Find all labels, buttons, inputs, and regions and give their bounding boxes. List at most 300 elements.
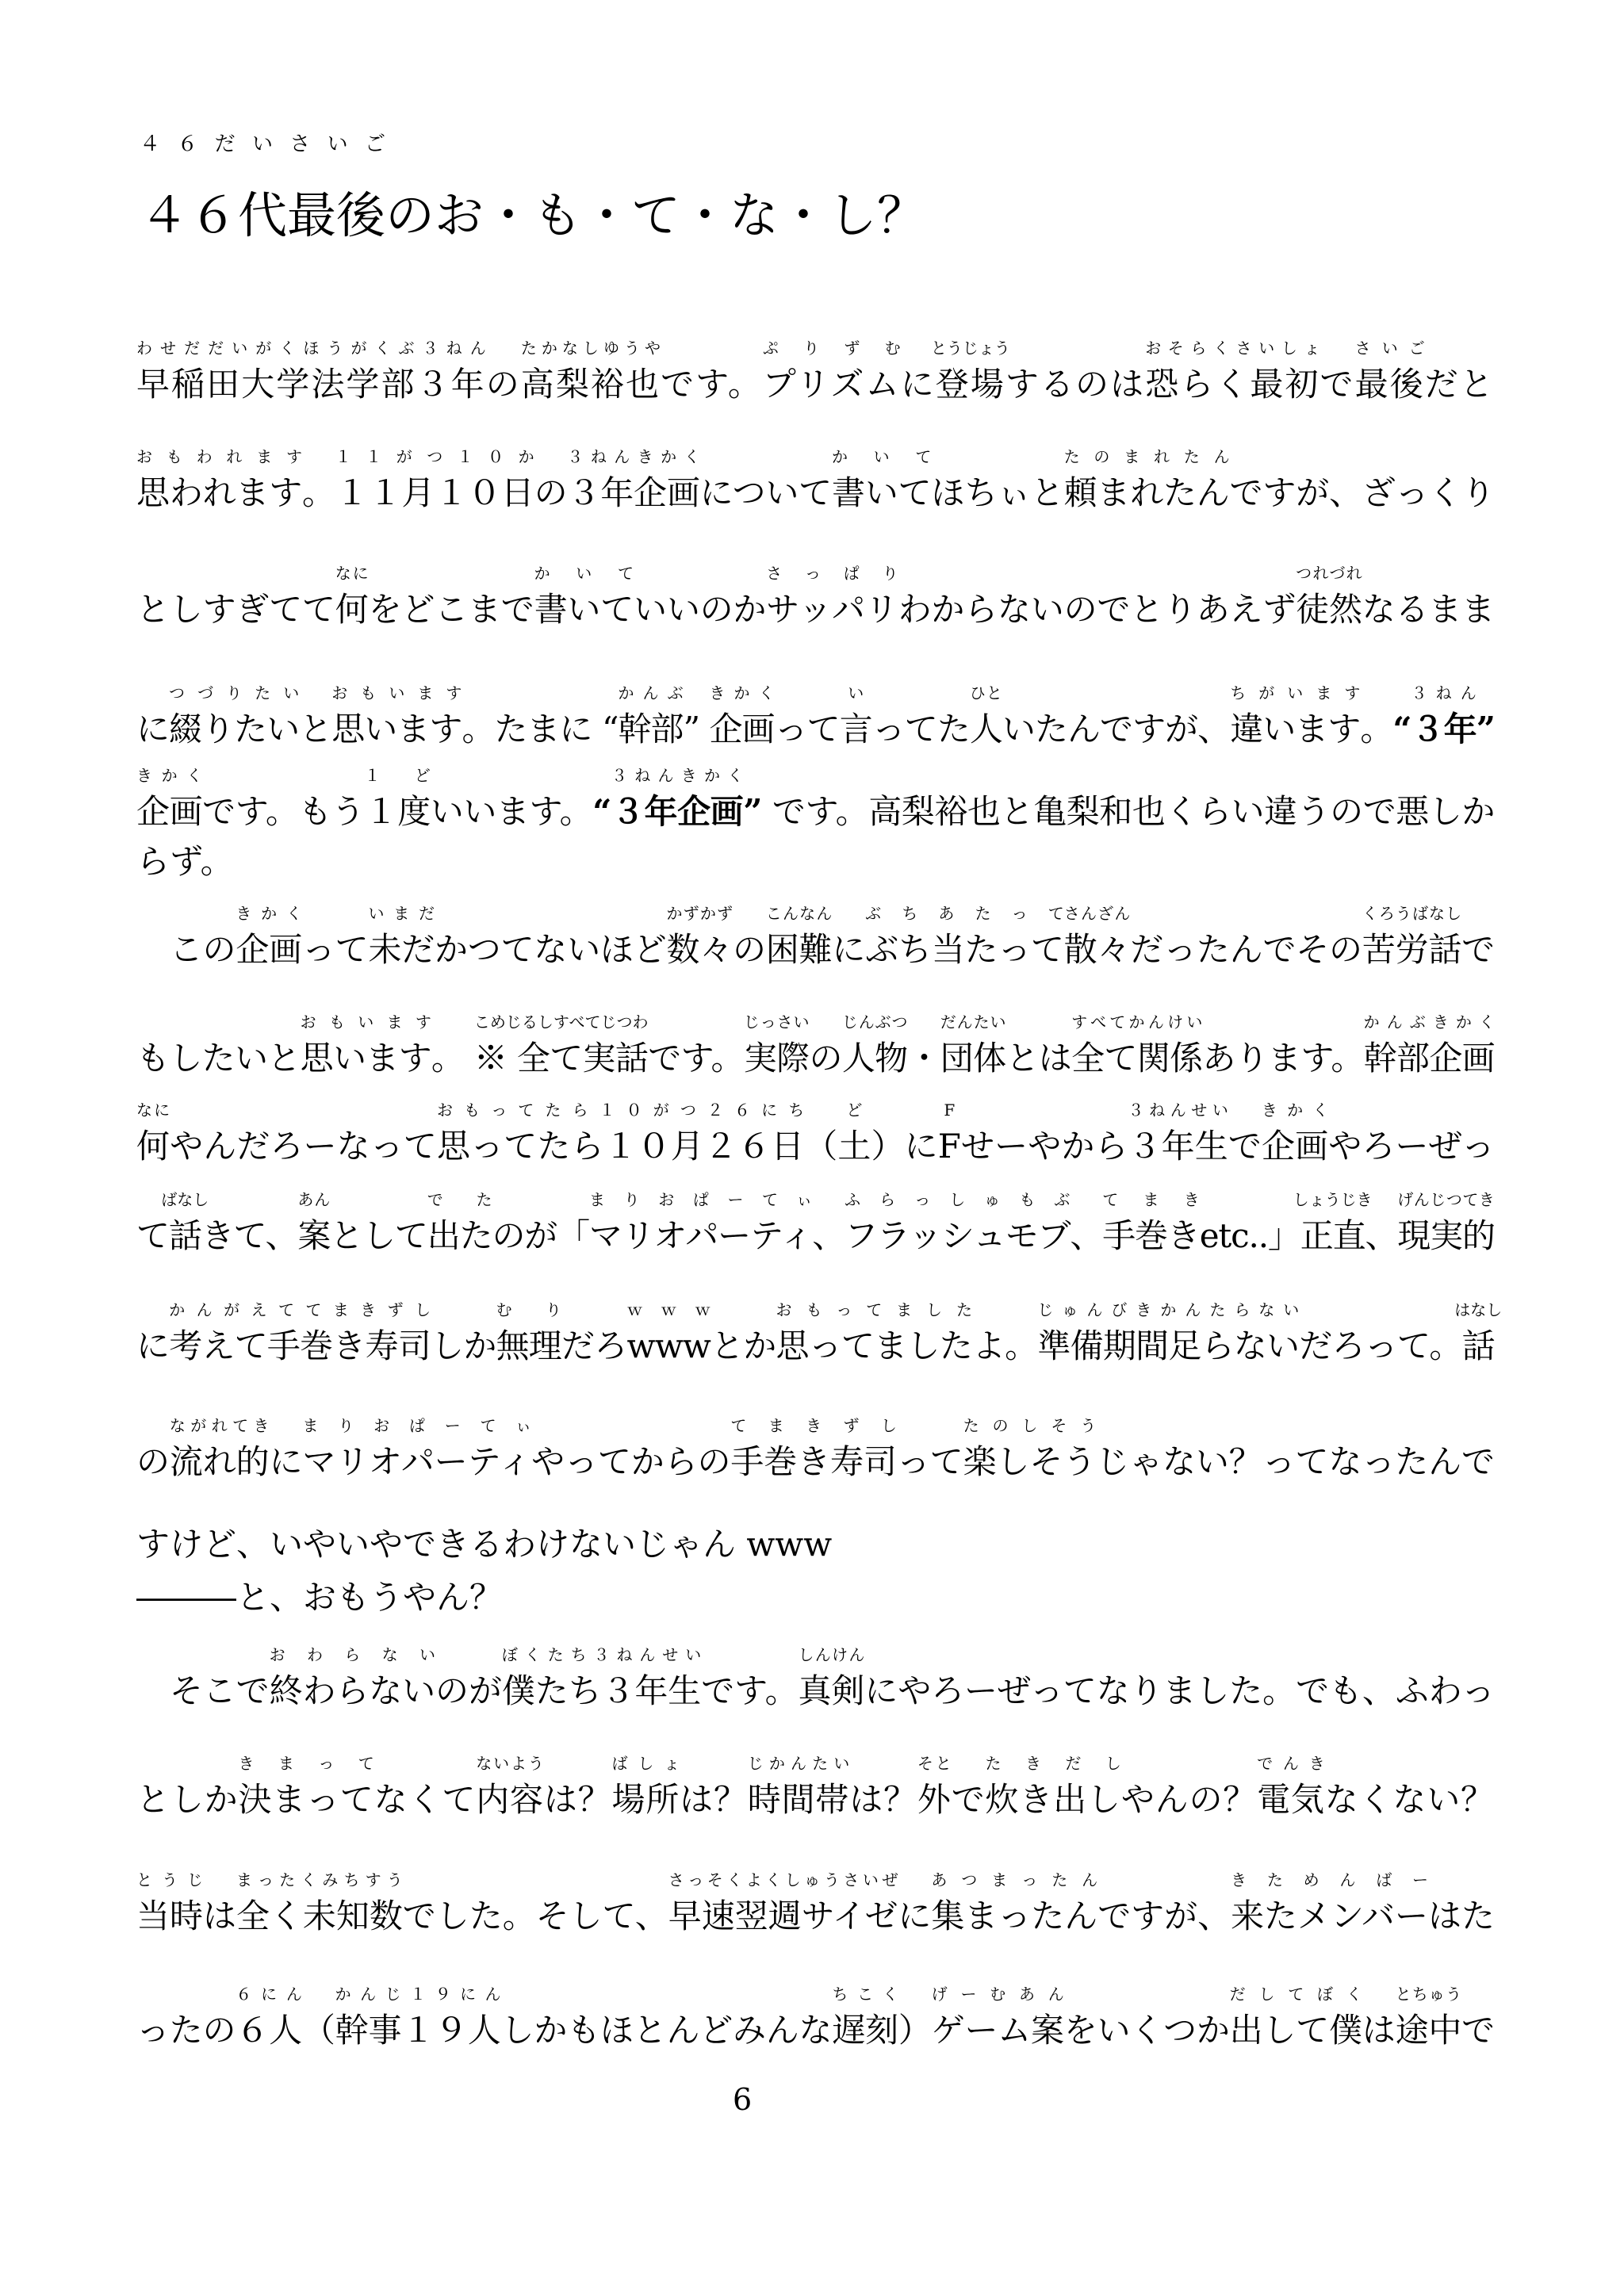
text-run: だったんでその bbox=[1130, 930, 1362, 969]
ruby-segment bbox=[1363, 1013, 1495, 1078]
furigana: とうじょう bbox=[930, 339, 1010, 358]
ruby-base: 何 bbox=[335, 590, 369, 629]
ruby-segment bbox=[331, 683, 462, 748]
ruby-base: 苦労話 bbox=[1362, 930, 1462, 969]
ruby-segment bbox=[865, 904, 1064, 969]
ruby-base: 外 bbox=[917, 1780, 952, 1819]
ruby-segment bbox=[618, 683, 684, 748]
text-run: だろって。 bbox=[1299, 1326, 1462, 1365]
text-line bbox=[136, 339, 1495, 404]
ruby-base: 思います bbox=[300, 1039, 431, 1078]
text-line bbox=[136, 766, 1495, 831]
furigana: ３ねん bbox=[1411, 683, 1477, 702]
ruby-segment bbox=[335, 1985, 501, 2050]
furigana: きまって bbox=[238, 1754, 374, 1773]
ruby-segment bbox=[236, 1870, 403, 1935]
ruby-base: 実際 bbox=[743, 1039, 810, 1078]
ruby-base: 真剣 bbox=[798, 1671, 865, 1710]
furigana: むり bbox=[496, 1300, 562, 1319]
furigana: こんなん bbox=[765, 904, 833, 923]
ruby-segment bbox=[476, 1754, 544, 1819]
furigana: つづりたい bbox=[169, 683, 300, 702]
ruby-base: １１月１０日 bbox=[335, 473, 534, 512]
ruby-base: 案 bbox=[297, 1216, 331, 1255]
text-run: として bbox=[330, 1216, 427, 1255]
ruby-segment bbox=[1293, 1190, 1373, 1255]
ruby-base: プリズム bbox=[762, 365, 901, 404]
text-run: としか bbox=[136, 1780, 239, 1819]
furigana: ぷりずむ bbox=[762, 339, 901, 358]
furigana: きかく bbox=[709, 683, 775, 702]
ruby-base: 決まって bbox=[238, 1780, 374, 1819]
line-text bbox=[136, 339, 1495, 404]
text-run: よ。 bbox=[971, 1326, 1038, 1365]
ruby-segment bbox=[798, 1645, 865, 1710]
text-line bbox=[136, 904, 1495, 969]
ruby-base: 登場 bbox=[935, 365, 1005, 404]
ruby-base: 書いて bbox=[831, 473, 932, 512]
ruby-base: ３年企画 bbox=[567, 473, 700, 512]
furigana: じゅんびきかんたらない bbox=[1037, 1300, 1300, 1319]
text-line bbox=[136, 1300, 1503, 1365]
ruby-segment bbox=[611, 1754, 680, 1819]
furigana: ばなし bbox=[161, 1190, 209, 1209]
text-run: “ bbox=[1392, 710, 1411, 748]
ruby-base: 楽しそう bbox=[963, 1442, 1097, 1481]
ruby-base: マリオパーティ bbox=[302, 1442, 532, 1481]
line-text bbox=[136, 1013, 1495, 1078]
text-line bbox=[136, 1754, 1495, 1819]
text-run: この bbox=[136, 930, 236, 969]
text-run: について bbox=[699, 473, 832, 512]
ruby-base: 集まったん bbox=[931, 1897, 1098, 1935]
text-run: もしたいと bbox=[136, 1039, 301, 1078]
ruby-base: 言 bbox=[839, 710, 872, 748]
furigana: おもいます bbox=[331, 683, 462, 702]
text-run: だと bbox=[1424, 365, 1495, 404]
ruby-segment bbox=[626, 1300, 711, 1365]
furigana: てまきずし bbox=[730, 1416, 897, 1435]
ruby-base: 団体 bbox=[940, 1039, 1006, 1078]
ruby-segment bbox=[931, 1870, 1098, 1935]
ruby-base: 違います bbox=[1230, 710, 1361, 748]
ruby-segment bbox=[269, 1645, 436, 1710]
line-text bbox=[140, 132, 927, 244]
line-text bbox=[136, 842, 234, 881]
text-run: しかもほとんどみんな bbox=[500, 2011, 833, 2050]
page-title bbox=[140, 132, 927, 244]
ruby-segment bbox=[136, 1101, 170, 1166]
ruby-segment bbox=[496, 1300, 562, 1365]
furigana: かんぶ bbox=[618, 683, 684, 702]
text-line bbox=[136, 564, 1495, 629]
ruby-segment bbox=[1411, 683, 1477, 748]
text-run: わからないのでとりあえず bbox=[898, 590, 1297, 629]
furigana: ４６だいさいご bbox=[140, 132, 386, 156]
ruby-base: サッパリ bbox=[766, 590, 898, 629]
text-run: とは bbox=[1005, 1039, 1072, 1078]
text-run: etc..」 bbox=[1199, 1216, 1300, 1255]
ruby-segment bbox=[831, 447, 932, 512]
text-run: の bbox=[809, 1039, 842, 1078]
furigana: たきだし bbox=[985, 1754, 1121, 1773]
ruby-base: 話 bbox=[1461, 1326, 1495, 1365]
ruby-segment bbox=[765, 904, 833, 969]
text-run: なくて bbox=[373, 1780, 477, 1819]
ruby-segment bbox=[302, 1416, 532, 1481]
ruby-segment bbox=[1071, 1013, 1203, 1078]
text-run: はた bbox=[1427, 1897, 1495, 1935]
ruby-base: 幹部 bbox=[618, 710, 684, 748]
ruby-segment bbox=[1063, 904, 1131, 969]
ruby-base: 手巻き寿司 bbox=[730, 1442, 897, 1481]
ruby-segment bbox=[588, 1190, 813, 1255]
furigana: ど bbox=[846, 1101, 863, 1120]
ruby-base: 終わらない bbox=[269, 1671, 436, 1710]
text-run: に bbox=[832, 930, 866, 969]
ruby-segment bbox=[937, 1101, 961, 1166]
furigana: まりおぱーてぃ bbox=[302, 1416, 532, 1435]
furigana: ちがいます bbox=[1230, 683, 1361, 702]
ruby-segment bbox=[520, 339, 661, 404]
ruby-segment bbox=[1128, 1101, 1228, 1166]
ruby-base: 正直 bbox=[1300, 1216, 1365, 1255]
ruby-base: 手巻き bbox=[1102, 1216, 1200, 1255]
ruby-segment bbox=[776, 1300, 972, 1365]
text-line bbox=[136, 1101, 1495, 1166]
ruby-segment bbox=[335, 564, 369, 629]
text-run: ほちぃと bbox=[931, 473, 1064, 512]
text-run: です。 bbox=[648, 1039, 744, 1078]
ruby-segment bbox=[743, 1013, 810, 1078]
ruby-base: 早速翌週サイゼ bbox=[668, 1897, 898, 1935]
text-line bbox=[136, 1525, 1495, 1564]
ruby-base: 綴りたい bbox=[169, 710, 300, 748]
furigana: ３ねんきかく bbox=[567, 447, 700, 466]
ruby-segment bbox=[136, 339, 486, 404]
ruby-base: F bbox=[937, 1127, 961, 1166]
ruby-segment bbox=[940, 1013, 1006, 1078]
ruby-base: フラッシュモブ bbox=[845, 1216, 1071, 1255]
ruby-base: 現実的 bbox=[1397, 1216, 1495, 1255]
text-run: の bbox=[733, 930, 766, 969]
text-run: 。 bbox=[1360, 710, 1393, 748]
ruby-base: 思います bbox=[331, 710, 462, 748]
furigana: こめじるしすべてじつわ bbox=[473, 1013, 649, 1032]
furigana: そと bbox=[917, 1754, 952, 1773]
text-run: のが「 bbox=[492, 1216, 589, 1255]
ruby-base: 幹部企画 bbox=[1363, 1039, 1495, 1078]
text-line bbox=[136, 1013, 1495, 1078]
ruby-segment bbox=[364, 766, 431, 831]
furigana: はなし bbox=[1454, 1300, 1503, 1319]
text-run: あります。 bbox=[1202, 1039, 1364, 1078]
furigana: かずかず bbox=[666, 904, 733, 923]
text-run: です。高梨裕也と亀梨和也くらい違うので悪しか bbox=[761, 792, 1495, 831]
text-run: は？ bbox=[680, 1780, 748, 1819]
furigana: おそらくさいしょ bbox=[1145, 339, 1320, 358]
furigana: さっぱり bbox=[766, 564, 898, 583]
text-run: のが bbox=[435, 1671, 502, 1710]
ruby-base: ３年生 bbox=[1128, 1127, 1228, 1166]
text-run: に bbox=[136, 710, 170, 748]
text-run: 。たまに “ bbox=[462, 710, 619, 748]
furigana: かんぶきかく bbox=[1363, 1013, 1495, 1032]
ruby-segment bbox=[668, 1870, 898, 1935]
furigana: なに bbox=[335, 564, 369, 583]
text-run: いいます。 bbox=[430, 792, 593, 831]
line-text bbox=[136, 766, 1495, 831]
text-run: で bbox=[1320, 365, 1355, 404]
ruby-segment bbox=[1395, 1985, 1462, 2050]
text-line bbox=[136, 842, 1495, 881]
line-text bbox=[136, 564, 1495, 629]
line-text bbox=[136, 1754, 1495, 1819]
text-run: です。もう bbox=[202, 792, 365, 831]
ruby-segment bbox=[136, 1870, 203, 1935]
ruby-segment bbox=[1230, 683, 1361, 748]
text-run: なるまま bbox=[1362, 590, 1495, 629]
text-run: 、 bbox=[1070, 1216, 1103, 1255]
ruby-base: ６人 bbox=[236, 2011, 302, 2050]
text-run: じゃない？ってなったんで bbox=[1096, 1442, 1495, 1481]
ruby-base: 書いて bbox=[534, 590, 634, 629]
ruby-segment bbox=[963, 1416, 1097, 1481]
ruby-segment bbox=[839, 683, 872, 748]
ruby-base: 数々 bbox=[666, 930, 733, 969]
text-run: かつてないほど bbox=[435, 930, 667, 969]
furigana: １ど bbox=[364, 766, 431, 785]
ruby-base: 人 bbox=[969, 710, 1002, 748]
furigana: しんけん bbox=[798, 1645, 865, 1664]
text-run: です。 bbox=[701, 1671, 799, 1710]
ruby-base: 出して僕 bbox=[1229, 2011, 1362, 2050]
furigana: じっさい bbox=[743, 1013, 810, 1032]
ruby-base: 未だ bbox=[368, 930, 435, 969]
text-run: すけど、いやいやできるわけないじゃん www bbox=[136, 1525, 833, 1564]
furigana: たのまれたん bbox=[1063, 447, 1230, 466]
ruby-base: 来たメンバー bbox=[1231, 1897, 1428, 1935]
text-run: とか bbox=[710, 1326, 776, 1365]
ruby-segment bbox=[931, 1985, 1064, 2050]
ruby-base: 企画 bbox=[236, 930, 302, 969]
ruby-segment bbox=[969, 683, 1002, 748]
text-run: って bbox=[774, 710, 840, 748]
text-run: と bbox=[299, 710, 332, 748]
furigana: かいて bbox=[534, 564, 634, 583]
line-text bbox=[136, 683, 1495, 748]
ruby-base: 準備期間足らない bbox=[1037, 1326, 1300, 1365]
line-text bbox=[136, 1645, 1495, 1710]
furigana: ながれてき bbox=[169, 1416, 270, 1435]
text-run: で bbox=[1228, 1127, 1262, 1166]
furigana: なに bbox=[136, 1101, 170, 1120]
ruby-base: 出た bbox=[427, 1216, 492, 1255]
furigana: ひと bbox=[969, 683, 1002, 702]
ruby-base: 企画 bbox=[709, 710, 775, 748]
furigana: おもいます bbox=[300, 1013, 431, 1032]
furigana: あん bbox=[297, 1190, 331, 1209]
text-run: しか bbox=[431, 1326, 496, 1365]
furigana: さいご bbox=[1354, 339, 1425, 358]
text-run: は bbox=[202, 1897, 236, 1935]
ruby-segment bbox=[845, 1190, 1071, 1255]
furigana: かんじ１９にん bbox=[335, 1985, 501, 2004]
furigana: まりおぱーてぃ bbox=[588, 1190, 813, 1209]
line-text bbox=[136, 904, 1495, 969]
text-run: って bbox=[896, 1442, 963, 1481]
ruby-base: 途中 bbox=[1395, 2011, 1462, 2050]
text-run: だろ bbox=[561, 1326, 627, 1365]
ruby-segment bbox=[832, 1985, 898, 2050]
ruby-base: 炊き出し bbox=[985, 1780, 1121, 1819]
text-run: は bbox=[1362, 2011, 1396, 2050]
ruby-base: 思ってたら１０月２６日 bbox=[437, 1127, 805, 1166]
ruby-segment bbox=[709, 683, 775, 748]
furigana: おもってたら１０がつ２６にち bbox=[437, 1101, 805, 1120]
furigana: くろうばなし bbox=[1362, 904, 1462, 923]
line-text bbox=[136, 447, 1495, 512]
ruby-segment bbox=[766, 564, 898, 629]
furigana: だしてぼく bbox=[1229, 1985, 1362, 2004]
page-number: 6 bbox=[733, 2082, 753, 2117]
text-run: するのは bbox=[1005, 365, 1146, 404]
text-run: をどこまで bbox=[368, 590, 534, 629]
ruby-base: 最後 bbox=[1354, 365, 1425, 404]
ruby-segment bbox=[837, 1101, 871, 1166]
ruby-base: ３年 bbox=[1411, 710, 1477, 748]
furigana: おわらない bbox=[269, 1645, 436, 1664]
text-run: ・ bbox=[907, 1039, 940, 1078]
text-line bbox=[136, 447, 1495, 512]
text-run: をいくつか bbox=[1063, 2011, 1230, 2050]
ruby-segment bbox=[1262, 1101, 1329, 1166]
ruby-base: 散々 bbox=[1063, 930, 1131, 969]
ruby-segment bbox=[169, 1300, 431, 1365]
furigana: い bbox=[848, 683, 864, 702]
ruby-base: 無理 bbox=[496, 1326, 562, 1365]
text-run: の bbox=[485, 365, 521, 404]
ruby-segment bbox=[169, 683, 300, 748]
ruby-base: 高梨裕也 bbox=[520, 365, 661, 404]
ruby-base: 内容 bbox=[476, 1780, 544, 1819]
text-run: に bbox=[269, 1442, 303, 1481]
ruby-segment bbox=[1454, 1300, 1503, 1365]
furigana: たのしそう bbox=[963, 1416, 1097, 1435]
ruby-base: マリオパーティ bbox=[588, 1216, 813, 1255]
ruby-segment bbox=[1037, 1300, 1300, 1365]
ruby-segment bbox=[473, 1013, 649, 1078]
line-text bbox=[136, 1300, 1503, 1365]
furigana: きかく bbox=[1262, 1101, 1329, 1120]
text-run: に bbox=[898, 1897, 932, 1935]
ruby-base: 恐らく最初 bbox=[1145, 365, 1320, 404]
ruby-segment bbox=[747, 1754, 850, 1819]
ruby-base: 人物 bbox=[841, 1039, 908, 1078]
ruby-segment bbox=[1145, 339, 1320, 404]
ruby-base: 電気 bbox=[1257, 1780, 1325, 1819]
text-run: なくない？ bbox=[1324, 1780, 1495, 1819]
line-text bbox=[136, 1416, 1495, 1481]
furigana: きためんばー bbox=[1231, 1870, 1428, 1889]
ruby-segment bbox=[611, 766, 744, 831]
ruby-segment bbox=[236, 1985, 302, 2050]
ruby-base: 思われます bbox=[136, 473, 302, 512]
furigana: ｗｗｗ bbox=[626, 1300, 711, 1319]
line-text bbox=[136, 1101, 1495, 1166]
furigana: ３ねんきかく bbox=[611, 766, 744, 785]
text-line bbox=[136, 1985, 1495, 2050]
furigana: かんがえててまきずし bbox=[169, 1300, 431, 1319]
ruby-segment bbox=[930, 339, 1010, 404]
line-text bbox=[136, 1525, 833, 1564]
ruby-segment bbox=[666, 904, 733, 969]
text-run: で bbox=[951, 1780, 986, 1819]
text-run: は？ bbox=[849, 1780, 917, 1819]
line-text bbox=[136, 1578, 504, 1617]
text-run: で bbox=[1461, 930, 1495, 969]
furigana: おもわれます bbox=[136, 447, 302, 466]
text-run: ですが、 bbox=[1097, 1897, 1231, 1935]
ruby-segment bbox=[335, 447, 534, 512]
ruby-base: 場所 bbox=[611, 1780, 680, 1819]
ruby-segment bbox=[1102, 1190, 1200, 1255]
ruby-segment bbox=[169, 1416, 270, 1481]
text-line bbox=[136, 1870, 1495, 1935]
text-run: 。 bbox=[431, 1039, 474, 1078]
text-run: にやろーぜってなりました。でも、ふわっ bbox=[864, 1671, 1495, 1710]
ruby-base: 全て関係 bbox=[1071, 1039, 1203, 1078]
furigana: まったくみちすう bbox=[236, 1870, 403, 1889]
text-run: （ bbox=[301, 2011, 335, 2050]
ruby-segment bbox=[368, 904, 435, 969]
text-run: “ bbox=[592, 792, 611, 831]
ruby-base: 企画 bbox=[136, 792, 203, 831]
ruby-base: ３年企画 bbox=[611, 792, 744, 831]
ruby-segment bbox=[140, 132, 386, 244]
furigana: でんき bbox=[1257, 1754, 1325, 1773]
text-run: 。 bbox=[302, 473, 335, 512]
ruby-base: 頼まれたん bbox=[1063, 473, 1230, 512]
furigana: たかなしゆうや bbox=[520, 339, 661, 358]
text-run: に bbox=[136, 1326, 170, 1365]
furigana: すべてかんけい bbox=[1071, 1013, 1203, 1032]
text-run: ） bbox=[898, 2011, 932, 2050]
ruby-segment bbox=[1354, 339, 1425, 404]
furigana: ばしょ bbox=[611, 1754, 680, 1773]
ruby-segment bbox=[985, 1754, 1121, 1819]
ruby-base: 徒然 bbox=[1296, 590, 1362, 629]
ruby-base: ゲーム案 bbox=[931, 2011, 1064, 2050]
furigana: つれづれ bbox=[1296, 564, 1362, 583]
ruby-segment bbox=[297, 1190, 331, 1255]
ruby-base: www bbox=[626, 1326, 711, 1365]
furigana: ふらっしゅもぶ bbox=[845, 1190, 1071, 1209]
ruby-base: 僕たち３年生 bbox=[501, 1671, 702, 1710]
furigana: しょうじき bbox=[1293, 1190, 1373, 1209]
text-run: ” bbox=[683, 710, 710, 748]
ruby-segment bbox=[841, 1013, 908, 1078]
ruby-base: 全く未知数 bbox=[236, 1897, 403, 1935]
ruby-segment bbox=[1296, 564, 1362, 629]
ruby-base: 話 bbox=[168, 1216, 201, 1255]
ruby-base: １度 bbox=[364, 792, 431, 831]
text-run: です。 bbox=[661, 365, 763, 404]
ruby-base: 思ってました bbox=[776, 1326, 972, 1365]
text-run: のお・も・て・な・し？ bbox=[385, 186, 927, 244]
ruby-base: 土 bbox=[837, 1127, 871, 1166]
text-line bbox=[136, 683, 1495, 748]
